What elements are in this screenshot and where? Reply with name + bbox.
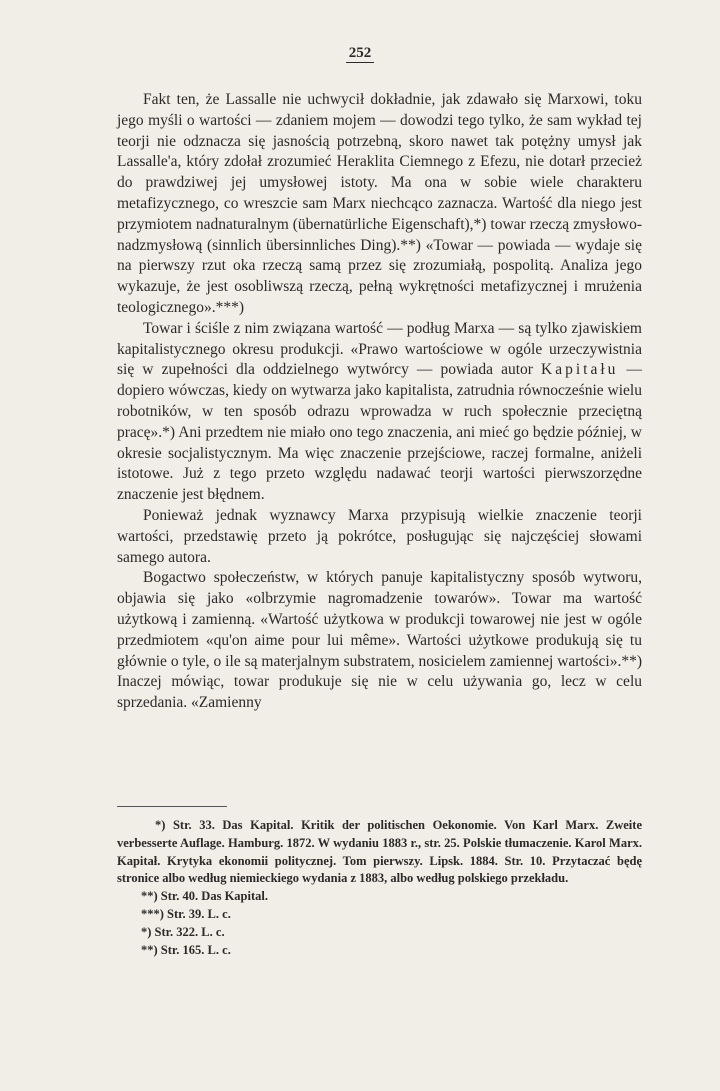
body-text [117, 90, 642, 714]
paragraph-1: Fakt ten, że Lassalle nie uchwycił dokładnie, jak zdawało się Marxowi, toku jego myśli o wartości — zdaniem mojem — dowodzi tego tylko, że sam wykład tej teorji nie odznacza się jasnością potrzebną, skoro nawet tak potężny umysł jak Lassalle'a, który zdołał zrozumieć Heraklita Ciemnego z Efezu, nie dotarł przecież do prawdziwej jej umysłowej istoty. Ma ona w sobie wiele charakteru metafizycznego, co wreszcie sam Marx niechcąco zaznacza. Wartość dla niego jest przymiotem nadnaturalnym (übernatürliche Eigenschaft),*) towar rzeczą zmysłowo-nadzmysłową (sinnlich übersinnliches Ding).**) «Towar — powiada — wydaje się na pierwszy rzut oka rzeczą samą przez się zrozumiałą, pospolitą. Analiza jego wykazuje, że jest osobliwszą rzeczą, pełną wykrętności metafizycznej i mrużenia teologicznego».***) [117, 91, 642, 316]
footnote-2: **) Str. 40. Das Kapital. [141, 889, 268, 904]
paragraph-2-start: Towar i ściśle z nim związana wartość — podług Marxa — są tylko zjawiskiem kapitalistycznego okresu produkcji. «Prawo wartościowe w ogóle urzeczywistnia się w zupełności dla oddzielnego wytwórcy — powiada autor [117, 319, 642, 379]
footnote-divider [117, 806, 227, 807]
page-number [0, 45, 720, 62]
footnotes [117, 817, 642, 959]
footnote-4: *) Str. 322. L. c. [141, 924, 225, 939]
page-number-text: 252 [346, 45, 375, 63]
spaced-word-kapitalu: Kapitału [541, 361, 619, 379]
paragraph-2-end: — dopiero wówczas, kiedy on wytwarza jako kapitalista, zatrudnia równocześnie wielu robotników, w ten sposób odrazu wprowadza w ruch społecznie przeciętną pracę».*) Ani przedtem nie miało ono tego znaczenia, ani mieć go będzie później, w okresie socjalistycznym. Ma więc znaczenie przejściowe, raczej formalne, aniżeli istotowe. Już z tego przeto względu nadawać teorji wartości pierwszorzędne znaczenie jest błędnem. [117, 361, 642, 504]
paragraph-3: Ponieważ jednak wyznawcy Marxa przypisują wielkie znaczenie teorji wartości, przedstawię przeto ją pokrótce, posługując się najczęściej słowami samego autora. [117, 506, 642, 566]
footnote-5: **) Str. 165. L. c. [141, 942, 231, 957]
footnote-1: *) Str. 33. Das Kapital. Kritik der politischen Oekonomie. Von Karl Marx. Zweite verbesserte Auflage. Hamburg. 1872. W wydaniu 1883 r., str. 25. Polskie tłumaczenie. Karol Marx. Kapitał. Krytyka ekonomii politycznej. Tom pierwszy. Lipsk. 1884. Str. 10. Przytaczać będę stronice albo według niemieckiego wydania z 1883, albo według polskiego przekładu. [117, 818, 642, 886]
paragraph-4: Bogactwo społeczeństw, w których panuje kapitalistyczny sposób wytworu, objawia się jako «olbrzymie nagromadzenie towarów». Towar ma wartość użytkową i zamienną. «Wartość użytkowa w produkcji towarowej nie jest w ogóle przedmiotem «qu'on aime pour lui même». Wartości użytkowe produkują się tu głównie o tyle, o ile są materjalnym substratem, nosicielem zamiennej wartości».**) Inaczej mówiąc, towar produkuje się nie w celu używania go, lecz w celu sprzedania. «Zamienny [117, 569, 642, 712]
footnote-3: ***) Str. 39. L. c. [141, 906, 231, 921]
paragraph-2 [117, 319, 642, 506]
